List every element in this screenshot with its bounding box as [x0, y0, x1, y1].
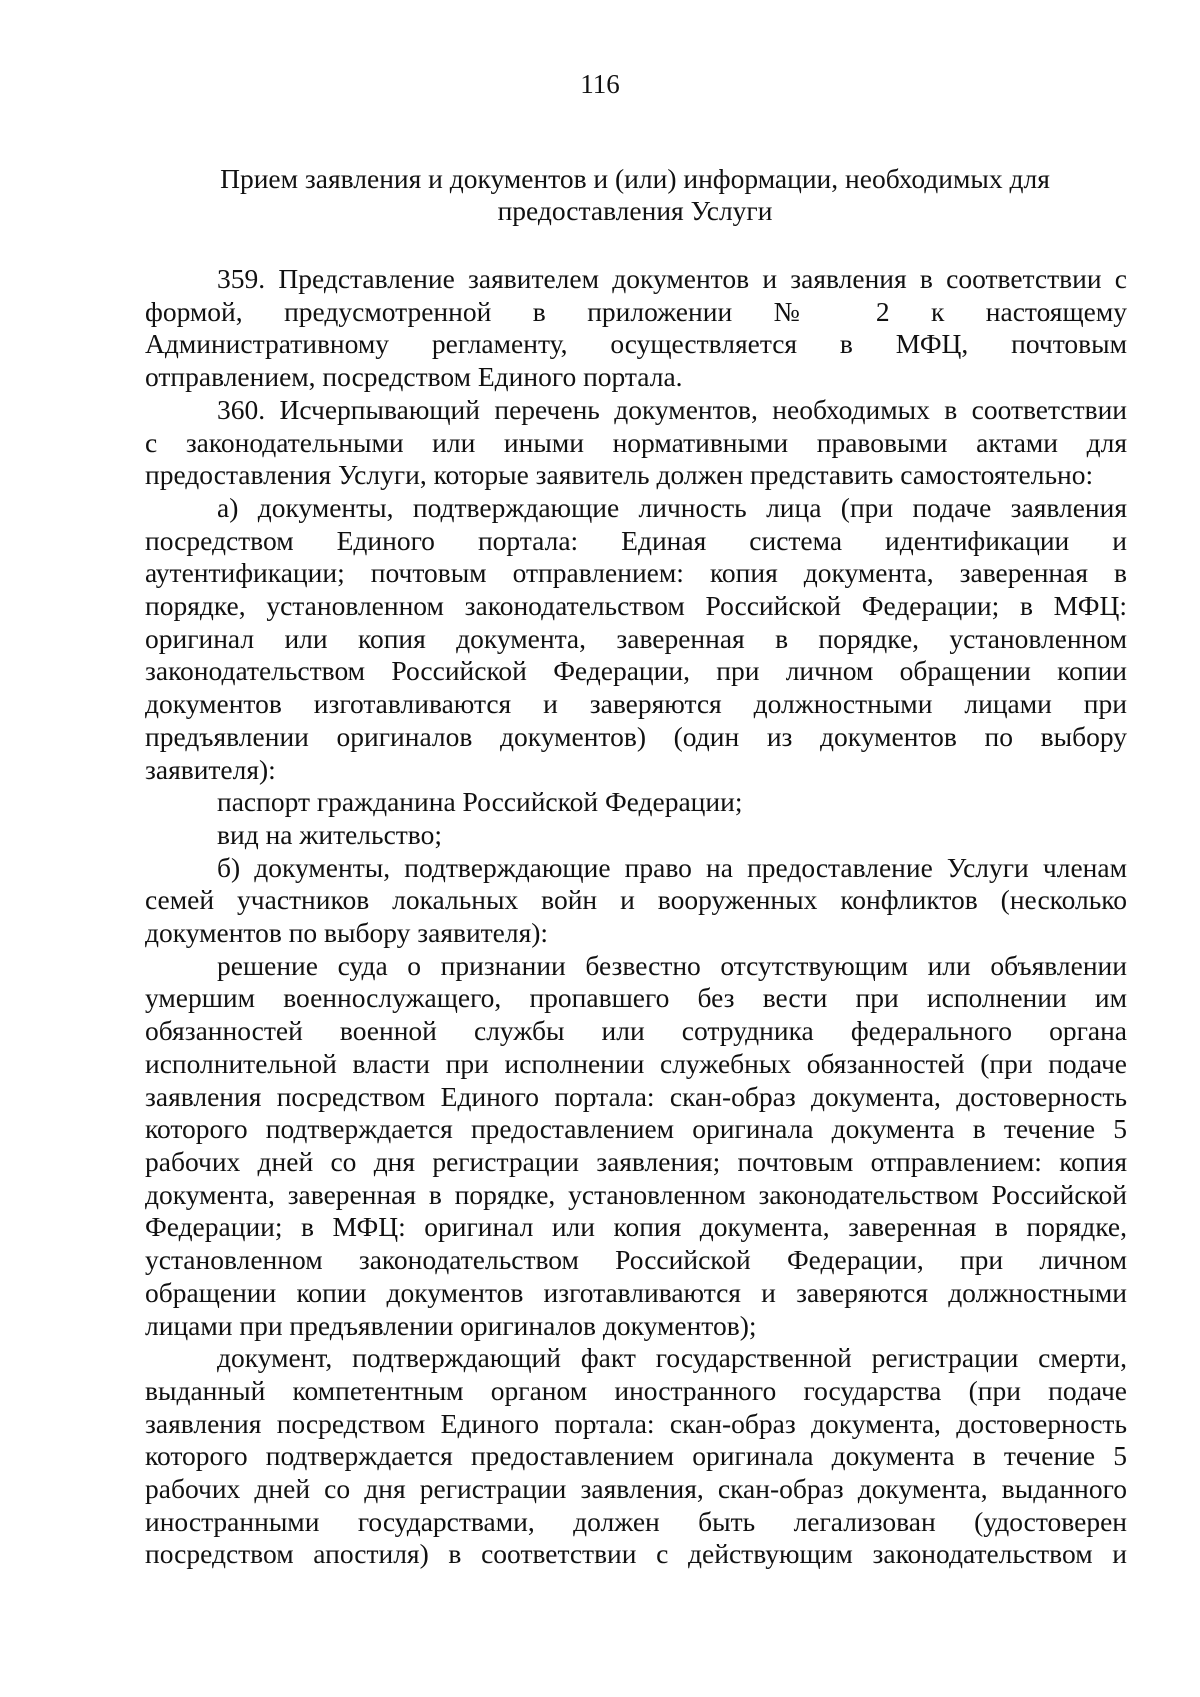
text-line: аутентификации; почтовым отправлением: копия документа, заверенная в	[145, 557, 1127, 589]
text-line: решение суда о признании безвестно отсутствующим или объявлении	[217, 949, 1127, 981]
text-line: выданный компетентным органом иностранного государства (при подаче	[145, 1374, 1127, 1406]
paragraph	[145, 1342, 1127, 1571]
heading-line: Прием заявления и документов и (или) информации, необходимых для	[220, 163, 1050, 194]
text-line: документов по выбору заявителя):	[145, 917, 549, 949]
text-line: документ, подтверждающий факт государственной регистрации смерти,	[217, 1342, 1127, 1374]
text-line: б) документы, подтверждающие право на предоставление Услуги членам	[217, 851, 1127, 883]
paragraph	[145, 852, 1127, 950]
text-line: обязанностей военной службы или сотрудника федерального органа	[145, 1015, 1127, 1047]
text-line: исполнительной власти при исполнении служебных обязанностей (при подаче	[145, 1047, 1127, 1079]
text-line: а) документы, подтверждающие личность лица (при подаче заявления	[217, 491, 1127, 523]
paragraph	[145, 819, 1127, 852]
text-line: с законодательными или иными нормативными правовыми актами для	[145, 426, 1127, 458]
text-line: обращении копии документов изготавливаются и заверяются должностными	[145, 1276, 1127, 1308]
text-line: 360. Исчерпывающий перечень документов, необходимых в соответствии	[217, 393, 1127, 425]
text-line: заявителя):	[145, 753, 276, 785]
text-line: 359. Представление заявителем документов и заявления в соответствии с	[217, 263, 1127, 294]
text-line: паспорт гражданина Российской Федерации;	[217, 786, 743, 818]
text-line: Федерации; в МФЦ: оригинал или копия документа, заверенная в порядке,	[145, 1211, 1127, 1243]
paragraph	[145, 263, 1127, 394]
paragraph	[145, 492, 1127, 786]
paragraph	[145, 394, 1127, 492]
section-heading	[145, 163, 1125, 227]
text-line: законодательством Российской Федерации, при личном обращении копии	[145, 655, 1127, 687]
paragraph	[145, 786, 1127, 819]
text-line: которого подтверждается предоставлением оригинала документа в течение 5	[145, 1113, 1127, 1145]
text-line: которого подтверждается предоставлением оригинала документа в течение 5	[145, 1440, 1127, 1472]
text-line: установленном законодательством Российской Федерации, при личном	[145, 1244, 1127, 1276]
heading-line: предоставления Услуги	[497, 195, 773, 226]
text-line: Административному регламенту, осуществляется в МФЦ, почтовым	[145, 328, 1127, 360]
text-line: заявления посредством Единого портала: скан-образ документа, достоверность	[145, 1080, 1127, 1112]
text-line: посредством апостиля) в соответствии с действующим законодательством и	[145, 1538, 1127, 1570]
text-line: формой, предусмотренной в приложении № 2 к настоящему	[145, 295, 1127, 327]
paragraph	[145, 950, 1127, 1342]
page-number: 116	[580, 69, 620, 99]
text-line: рабочих дней со дня регистрации заявления, скан-образ документа, выданного	[145, 1473, 1127, 1505]
text-line: документов изготавливаются и заверяются должностными лицами при	[145, 688, 1127, 720]
text-line: документа, заверенная в порядке, установленном законодательством Российской	[145, 1178, 1127, 1210]
text-line: оригинал или копия документа, заверенная в порядке, установленном	[145, 622, 1127, 654]
text-line: рабочих дней со дня регистрации заявления; почтовым отправлением: копия	[145, 1145, 1127, 1177]
text-line: порядке, установленном законодательством Российской Федерации; в МФЦ:	[145, 590, 1127, 622]
text-line: заявления посредством Единого портала: скан-образ документа, достоверность	[145, 1407, 1127, 1439]
document-body	[145, 263, 1127, 1571]
text-line: предоставления Услуги, которые заявитель должен представить самостоятельно:	[145, 459, 1094, 491]
text-line: умершим военнослужащего, пропавшего без вести при исполнении им	[145, 982, 1127, 1014]
text-line: отправлением, посредством Единого портала.	[145, 361, 683, 393]
text-line: иностранными государствами, должен быть легализован (удостоверен	[145, 1505, 1127, 1537]
text-line: лицами при предъявлении оригиналов документов);	[145, 1309, 757, 1341]
text-line: предъявлении оригиналов документов) (один из документов по выбору	[145, 720, 1127, 752]
text-line: семей участников локальных войн и вооруженных конфликтов (несколько	[145, 884, 1127, 916]
text-line: посредством Единого портала: Единая система идентификации и	[145, 524, 1127, 556]
text-line: вид на жительство;	[217, 818, 442, 850]
